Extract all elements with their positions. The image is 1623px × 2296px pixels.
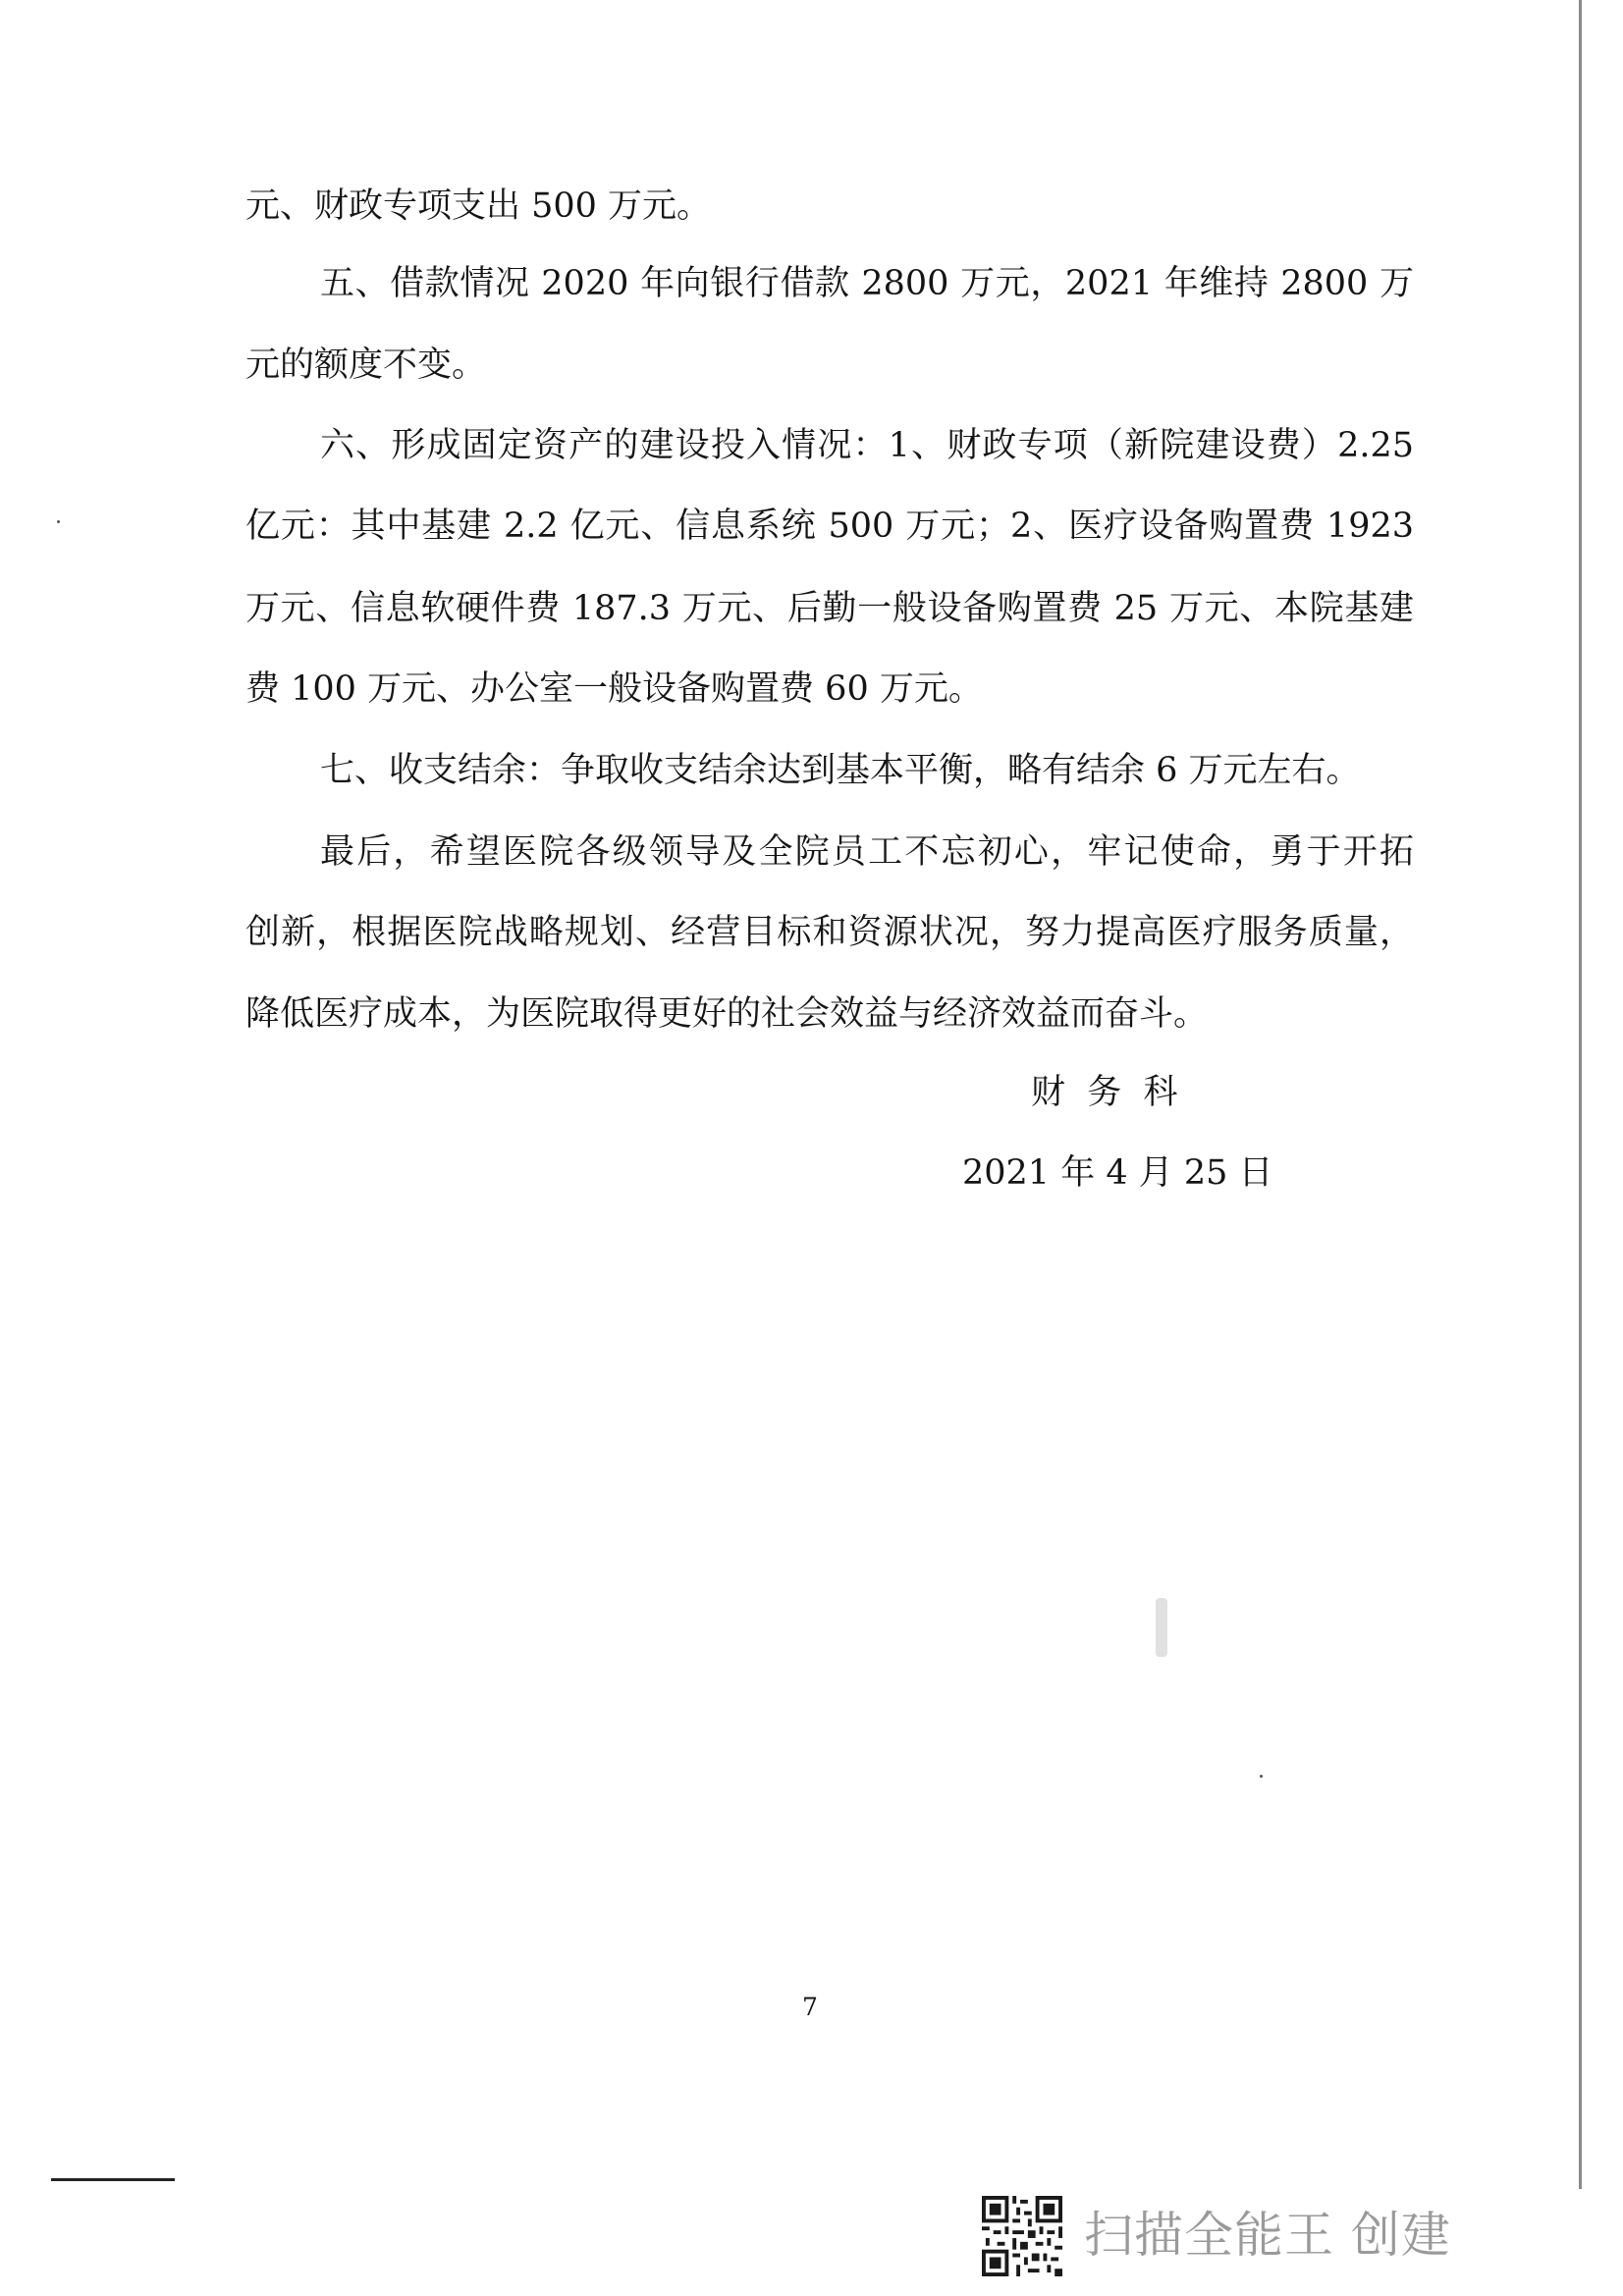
text-line: 元、财政专项支出 500 万元。 [245, 187, 712, 226]
text-line: 万元、信息软硬件费 187.3 万元、后勤一般设备购置费 25 万元、本院基建 [245, 589, 1414, 628]
text-line: 七、收支结余：争取收支结余达到基本平衡，略有结余 6 万元左右。 [320, 751, 1361, 790]
scan-edge-right [1579, 0, 1582, 2189]
text-line: 亿元：其中基建 2.2 亿元、信息系统 500 万元；2、医疗设备购置费 1923 [245, 507, 1414, 546]
text-line: 元的额度不变。 [245, 346, 487, 385]
text-line: 费 100 万元、办公室一般设备购置费 60 万元。 [245, 669, 983, 709]
scan-speck [57, 520, 60, 523]
scan-speck [1260, 1775, 1263, 1778]
signature-date: 2021 年 4 月 25 日 [962, 1153, 1273, 1193]
text-line: 五、借款情况 2020 年向银行借款 2800 万元，2021 年维持 2800 万 [320, 264, 1414, 303]
qr-code-icon [982, 2196, 1062, 2276]
text-line: 降低医疗成本，为医院取得更好的社会效益与经济效益而奋斗。 [245, 994, 1209, 1034]
signature-department: 财 务 科 [1031, 1073, 1178, 1112]
text-line: 六、形成固定资产的建设投入情况：1、财政专项（新院建设费）2.25 [320, 426, 1414, 465]
scan-edge-left [51, 2178, 175, 2181]
scanner-watermark-text: 扫描全能王 创建 [1084, 2207, 1451, 2264]
text-line: 最后，希望医院各级领导及全院员工不忘初心，牢记使命，勇于开拓 [320, 832, 1414, 872]
scan-smudge [1156, 1598, 1167, 1657]
text-line: 创新，根据医院战略规划、经营目标和资源状况，努力提高医疗服务质量， [245, 913, 1414, 952]
scanner-watermark [982, 2194, 1492, 2272]
page-number: 7 [802, 1993, 818, 2021]
